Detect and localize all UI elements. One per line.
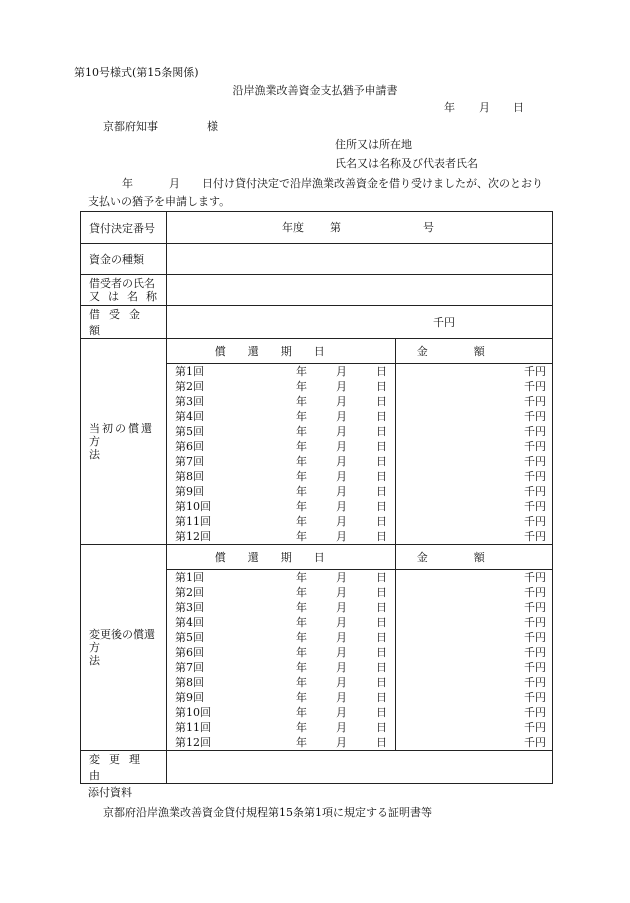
installment-number: 第11回 (175, 721, 211, 734)
installment-day: 日 (376, 676, 387, 689)
installment-number: 第3回 (175, 601, 204, 614)
installment-day: 日 (376, 586, 387, 599)
installment-amount[interactable]: 千円 (395, 585, 552, 600)
installment-month: 月 (336, 425, 347, 438)
initial-installment-row[interactable] (167, 424, 552, 439)
installment-amount[interactable]: 千円 (395, 424, 552, 439)
changed-installment-row[interactable] (167, 600, 552, 615)
installment-year: 年 (296, 676, 307, 689)
installment-day: 日 (376, 455, 387, 468)
changed-installment-row[interactable] (167, 690, 552, 705)
statement-year: 年 (122, 177, 133, 190)
installment-year: 年 (296, 601, 307, 614)
installment-year: 年 (296, 425, 307, 438)
dai-label: 第 (330, 221, 341, 234)
row-changed-repayment (81, 545, 553, 751)
installment-year: 年 (296, 706, 307, 719)
installment-month: 月 (336, 530, 347, 543)
installment-year: 年 (296, 380, 307, 393)
installment-day: 日 (376, 365, 387, 378)
attachments-label: 添付資料 (88, 786, 132, 799)
installment-month: 月 (336, 515, 347, 528)
changed-schedule-header (167, 545, 552, 570)
row-change-reason (81, 751, 553, 784)
installment-amount[interactable]: 千円 (395, 705, 552, 720)
installment-number: 第6回 (175, 440, 204, 453)
installment-amount[interactable]: 千円 (395, 394, 552, 409)
addressee: 京都府知事 (103, 120, 158, 133)
row-initial-repayment (81, 339, 553, 545)
installment-year: 年 (296, 365, 307, 378)
installment-year: 年 (296, 646, 307, 659)
initial-installment-row[interactable] (167, 394, 552, 409)
loan-amount-label: 借受金額 (89, 308, 149, 337)
installment-number: 第8回 (175, 676, 204, 689)
installment-month: 月 (336, 455, 347, 468)
installment-month: 月 (336, 691, 347, 704)
installment-day: 日 (376, 500, 387, 513)
installment-month: 月 (336, 410, 347, 423)
installment-year: 年 (296, 631, 307, 644)
installment-amount[interactable]: 千円 (395, 379, 552, 394)
date-day: 日 (513, 101, 524, 114)
installment-day: 日 (376, 736, 387, 749)
installment-year: 年 (296, 530, 307, 543)
installment-number: 第9回 (175, 691, 204, 704)
initial-installment-row[interactable] (167, 469, 552, 484)
changed-repayment-label-line2: 方法 (89, 641, 144, 667)
initial-repayment-label-line1: 当初の償還 (89, 422, 154, 435)
installment-number: 第4回 (175, 410, 204, 423)
borrower-label-line2: 又は名称 (89, 290, 165, 303)
initial-installment-row[interactable] (167, 409, 552, 424)
changed-installment-row[interactable] (167, 645, 552, 660)
changed-installment-row[interactable] (167, 585, 552, 600)
installment-amount[interactable]: 千円 (395, 645, 552, 660)
installment-month: 月 (336, 470, 347, 483)
initial-installment-row[interactable] (167, 454, 552, 469)
installment-amount[interactable]: 千円 (395, 735, 552, 750)
installment-month: 月 (336, 616, 347, 629)
installment-month: 月 (336, 500, 347, 513)
page-title: 沿岸漁業改善資金支払猶予申請書 (232, 84, 398, 97)
changed-repayment-schedule (167, 545, 552, 750)
installment-amount[interactable]: 千円 (395, 454, 552, 469)
nendo-label: 年度 (282, 221, 304, 234)
borrower-label-line1: 借受者の氏名 (89, 277, 155, 290)
changed-installment-row[interactable] (167, 660, 552, 675)
installment-number: 第1回 (175, 571, 204, 584)
installment-year: 年 (296, 661, 307, 674)
installment-month: 月 (336, 440, 347, 453)
installment-amount[interactable]: 千円 (395, 570, 552, 586)
installment-amount[interactable]: 千円 (395, 600, 552, 615)
installment-amount[interactable]: 千円 (395, 720, 552, 735)
installment-day: 日 (376, 410, 387, 423)
installment-year: 年 (296, 515, 307, 528)
installment-year: 年 (296, 440, 307, 453)
installment-year: 年 (296, 721, 307, 734)
installment-day: 日 (376, 616, 387, 629)
installment-month: 月 (336, 571, 347, 584)
honorific: 様 (207, 120, 218, 133)
date-year: 年 (444, 101, 455, 114)
installment-number: 第5回 (175, 631, 204, 644)
name-label: 氏名又は名称及び代表者氏名 (335, 157, 478, 170)
statement-text: 日付け貸付決定で沿岸漁業改善資金を借り受けましたが、次のとおり支払いの猶予を申請します。 (88, 177, 543, 208)
installment-year: 年 (296, 500, 307, 513)
statement-month: 月 (169, 177, 180, 190)
initial-installment-row[interactable] (167, 379, 552, 394)
installment-number: 第10回 (175, 706, 211, 719)
installment-amount[interactable]: 千円 (395, 690, 552, 705)
initial-repayment-label-line2: 方法 (89, 435, 144, 461)
installment-day: 日 (376, 691, 387, 704)
changed-installment-row[interactable] (167, 735, 552, 750)
installment-number: 第5回 (175, 425, 204, 438)
changed-installment-row[interactable] (167, 630, 552, 645)
loan-decision-number-field[interactable] (167, 212, 553, 244)
installment-year: 年 (296, 616, 307, 629)
attachments-text: 京都府沿岸漁業改善資金貸付規程第15条第1項に規定する証明書等 (103, 806, 432, 819)
installment-number: 第7回 (175, 661, 204, 674)
installment-day: 日 (376, 395, 387, 408)
borrower-field[interactable] (167, 275, 553, 306)
installment-day: 日 (376, 646, 387, 659)
row-fund-type (81, 244, 553, 275)
installment-year: 年 (296, 736, 307, 749)
initial-repayment-schedule (167, 339, 552, 544)
initial-installment-row[interactable] (167, 529, 552, 544)
installment-month: 月 (336, 631, 347, 644)
installment-day: 日 (376, 571, 387, 584)
installment-amount[interactable]: 千円 (395, 409, 552, 424)
installment-day: 日 (376, 440, 387, 453)
installment-number: 第11回 (175, 515, 211, 528)
installment-number: 第8回 (175, 470, 204, 483)
changed-period-header: 償還期日 (167, 545, 395, 570)
loan-decision-number-label: 貸付決定番号 (81, 212, 167, 244)
address-label: 住所又は所在地 (335, 138, 412, 151)
changed-installment-row[interactable] (167, 705, 552, 720)
installment-month: 月 (336, 676, 347, 689)
date-month: 月 (479, 101, 490, 114)
installment-amount[interactable]: 千円 (395, 469, 552, 484)
installment-number: 第1回 (175, 365, 204, 378)
installment-amount[interactable]: 千円 (395, 529, 552, 544)
installment-month: 月 (336, 646, 347, 659)
installment-month: 月 (336, 661, 347, 674)
initial-amount-header: 金額 (395, 339, 552, 364)
changed-installment-row[interactable] (167, 570, 552, 586)
installment-month: 月 (336, 395, 347, 408)
installment-amount[interactable]: 千円 (395, 439, 552, 454)
fund-type-label: 資金の種類 (89, 253, 144, 266)
initial-period-header: 償還期日 (167, 339, 395, 364)
initial-installment-row[interactable] (167, 514, 552, 529)
installment-day: 日 (376, 530, 387, 543)
installment-year: 年 (296, 691, 307, 704)
installment-day: 日 (376, 380, 387, 393)
installment-month: 月 (336, 601, 347, 614)
installment-number: 第7回 (175, 455, 204, 468)
changed-installment-row[interactable] (167, 675, 552, 690)
initial-installment-row[interactable] (167, 499, 552, 514)
installment-day: 日 (376, 515, 387, 528)
form-number: 第10号様式(第15条関係) (74, 66, 199, 79)
changed-installment-row[interactable] (167, 615, 552, 630)
installment-number: 第12回 (175, 736, 211, 749)
installment-month: 月 (336, 721, 347, 734)
initial-schedule-header (167, 339, 552, 364)
changed-repayment-label-line1: 変更後の償還 (89, 628, 155, 641)
application-statement (88, 175, 553, 211)
installment-year: 年 (296, 586, 307, 599)
installment-year: 年 (296, 395, 307, 408)
installment-number: 第6回 (175, 646, 204, 659)
installment-amount[interactable]: 千円 (395, 660, 552, 675)
installment-year: 年 (296, 410, 307, 423)
installment-day: 日 (376, 470, 387, 483)
installment-number: 第2回 (175, 586, 204, 599)
row-loan-decision-number (81, 212, 553, 244)
installment-year: 年 (296, 470, 307, 483)
row-loan-amount (81, 306, 553, 339)
loan-amount-unit: 千円 (433, 315, 455, 329)
installment-number: 第9回 (175, 485, 204, 498)
changed-installment-row[interactable] (167, 720, 552, 735)
installment-number: 第3回 (175, 395, 204, 408)
row-borrower (81, 275, 553, 306)
application-table (80, 211, 553, 784)
installment-amount[interactable]: 千円 (395, 615, 552, 630)
installment-day: 日 (376, 721, 387, 734)
installment-day: 日 (376, 631, 387, 644)
initial-installment-row[interactable] (167, 439, 552, 454)
changed-amount-header: 金額 (395, 545, 552, 570)
initial-installment-row[interactable] (167, 484, 552, 499)
installment-year: 年 (296, 485, 307, 498)
installment-amount[interactable]: 千円 (395, 630, 552, 645)
installment-month: 月 (336, 706, 347, 719)
installment-month: 月 (336, 365, 347, 378)
change-reason-field[interactable] (167, 751, 553, 784)
installment-month: 月 (336, 380, 347, 393)
installment-number: 第12回 (175, 530, 211, 543)
initial-installment-row[interactable] (167, 364, 552, 380)
installment-year: 年 (296, 455, 307, 468)
go-label: 号 (423, 221, 434, 234)
installment-amount[interactable]: 千円 (395, 675, 552, 690)
installment-amount[interactable]: 千円 (395, 484, 552, 499)
installment-amount[interactable]: 千円 (395, 364, 552, 380)
installment-number: 第10回 (175, 500, 211, 513)
installment-month: 月 (336, 736, 347, 749)
installment-amount[interactable]: 千円 (395, 499, 552, 514)
loan-amount-field[interactable] (167, 306, 553, 339)
installment-day: 日 (376, 485, 387, 498)
installment-day: 日 (376, 601, 387, 614)
installment-amount[interactable]: 千円 (395, 514, 552, 529)
installment-year: 年 (296, 571, 307, 584)
installment-number: 第4回 (175, 616, 204, 629)
installment-day: 日 (376, 425, 387, 438)
installment-day: 日 (376, 706, 387, 719)
installment-month: 月 (336, 485, 347, 498)
fund-type-field[interactable] (167, 244, 553, 275)
change-reason-label: 変更理由 (89, 753, 149, 782)
installment-day: 日 (376, 661, 387, 674)
installment-month: 月 (336, 586, 347, 599)
installment-number: 第2回 (175, 380, 204, 393)
